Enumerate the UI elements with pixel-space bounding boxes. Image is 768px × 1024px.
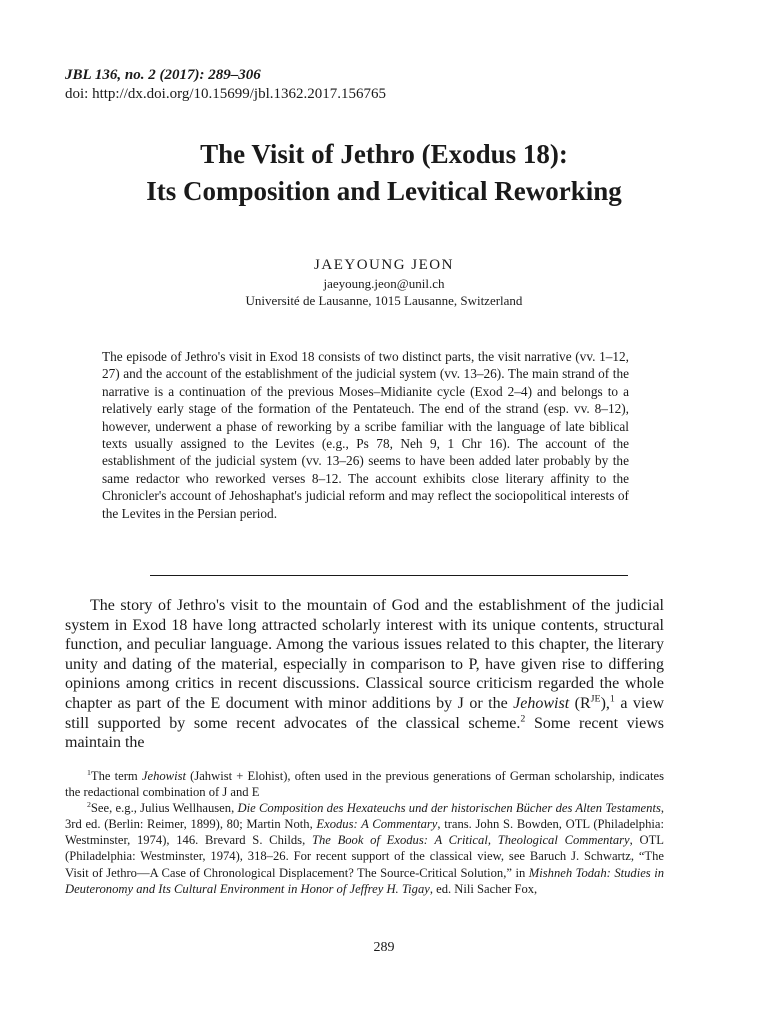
footnote-ref-2[interactable]: 2 xyxy=(520,713,526,725)
journal-header xyxy=(65,66,386,104)
article-title xyxy=(0,136,768,210)
author-email[interactable]: jaeyoung.jeon@unil.ch xyxy=(323,276,445,291)
page-number: 289 xyxy=(373,940,395,955)
author-name: JAEYOUNG JEON xyxy=(314,257,454,273)
title-line-1: The Visit of Jethro (Exodus 18): xyxy=(200,139,568,169)
author-affiliation: Université de Lausanne, 1015 Lausanne, Switzerland xyxy=(245,293,523,308)
abstract-divider xyxy=(150,575,628,576)
body-text xyxy=(65,596,664,753)
title-line-2: Its Composition and Levitical Reworking xyxy=(146,176,622,206)
footnote-1: $^1$The term Jehowist (Jahwist + Elohist), often used in the previous generations of German scholarship, indicates the redactional combination of J and E xyxy=(65,767,664,800)
footnote-ref-1[interactable]: 1 xyxy=(609,693,615,705)
body-paragraph: The story of Jethro's visit to the mountain of God and the establishment of the judicial system in Exod 18 have long attracted scholarly interest with its unique contents, structural function, and peculiar language. Among the various issues related to this chapter, the literary unity and dating of the material, especially in comparison to P, have given rise to differing opinions among critics in recent discussions. Classical source criticism regarded the whole chapter as part of the E document with minor additions by J or the Jehowist $(R^{JE}),^1$ a view still supported by some recent advocates of the classical scheme.$^2$ Some recent views maintain the xyxy=(65,597,665,752)
abstract: The episode of Jethro's visit in Exod 18 consists of two distinct parts, the visit narrative (vv. 1–12, 27) and the account of the establishment of the judicial system (vv. 13–26). The main strand of the narrative is a continuation of the previous Moses–Midianite cycle (Exod 2–4) and belongs to a relatively early stage of the formation of the Pentateuch. The end of the strand (esp. vv. 8–12), however, underwent a phase of reworking by a scribe familiar with the language of late biblical texts usually assigned to the Levites (e.g., Ps 78, Neh 9, 1 Chr 16). The account of the establishment of the judicial system (vv. 13–26) seems to have been added later probably by the same redactor who reworked verses 8–12. The account exhibits close literary affinity to the Chronicler's account of Jehoshaphat's judicial reform and may reflect the sociopolitical interests of the Levites in the Persian period. xyxy=(102,349,629,521)
journal-citation: JBL 136, no. 2 (2017): 289–306 xyxy=(65,67,261,83)
author-block xyxy=(0,256,768,309)
footnotes xyxy=(65,768,664,897)
jehowist-term: Jehowist xyxy=(513,694,570,712)
footnote-2: $^2$See, e.g., Julius Wellhausen, Die Composition des Hexateuchs und der historischen Bücher des Alten Testaments, 3rd ed. (Berlin: Reimer, 1899), 80; Martin Noth, Exodus: A Commentary, trans. John S. Bowden, OTL (Philadelphia: Westminster, 1974), 146. Brevard S. Childs, The Book of Exodus: A Critical, Theological Commentary, OTL (Philadelphia: Westminster, 1974), 318–26. For recent support of the classical view, see Baruch J. Schwartz, “The Visit of Jethro—A Case of Chronological Displacement? The Source-Critical Solution,” in Mishneh Todah: Studies in Deuteronomy and Its Cultural Environment in Honor of Jeffrey H. Tigay, ed. Nili Sacher Fox, xyxy=(65,800,664,896)
je-superscript: JE xyxy=(590,693,601,705)
doi-link[interactable]: doi: http://dx.doi.org/10.15699/jbl.1362.2017.156765 xyxy=(65,86,386,102)
